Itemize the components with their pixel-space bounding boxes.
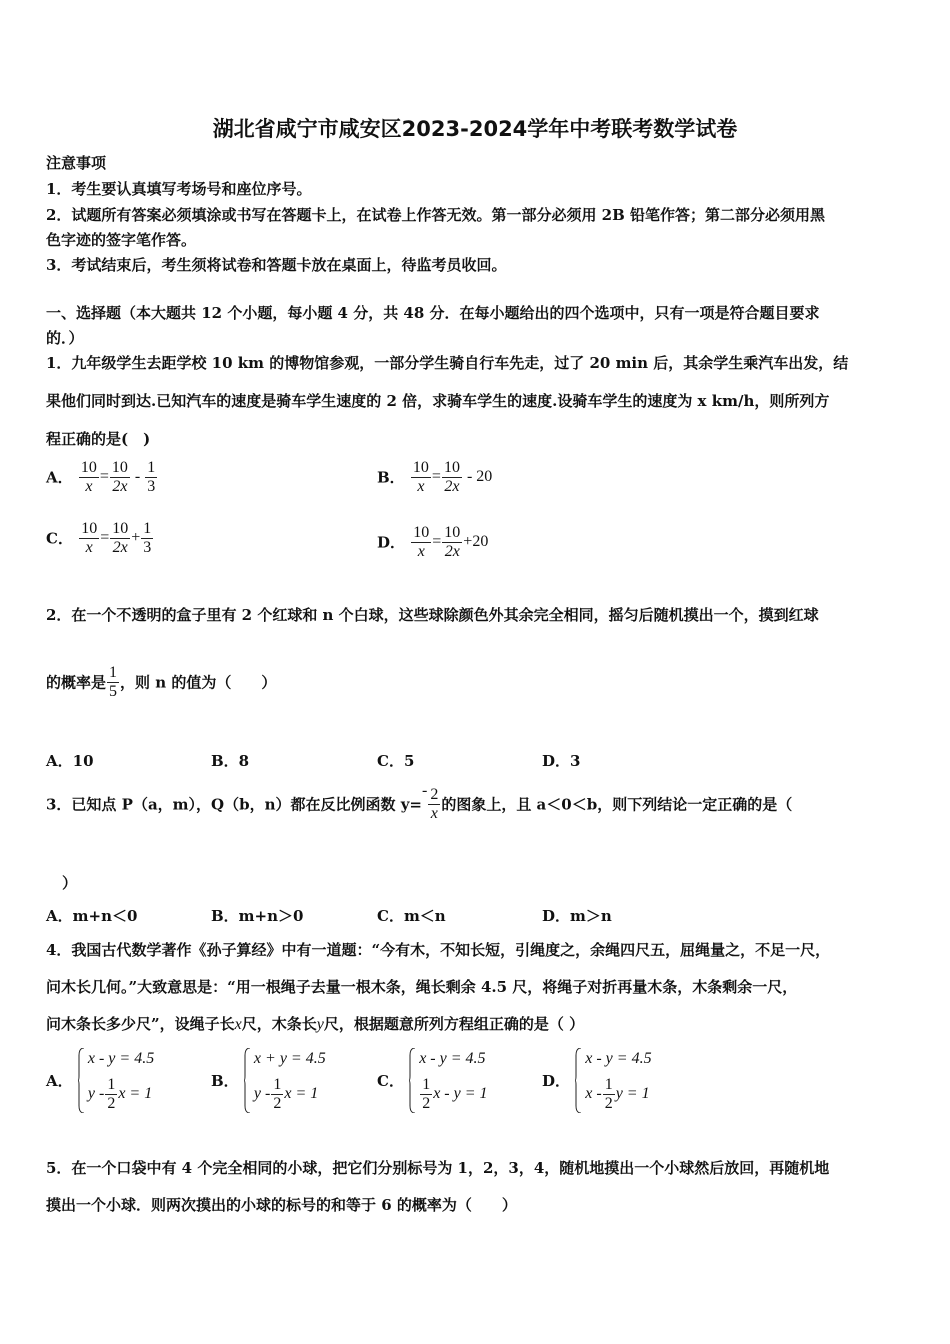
option-label: A． bbox=[46, 1072, 73, 1090]
notice-item: 3．考试结束后，考生须将试卷和答题卡放在桌面上，待监考员收回。 bbox=[46, 256, 507, 274]
brace-icon bbox=[244, 1048, 250, 1113]
fraction: $\frac{10}{2x}$ bbox=[444, 524, 461, 560]
option-label: B． bbox=[377, 468, 405, 487]
q4-option-c[interactable] bbox=[377, 1048, 488, 1113]
q2-option-d[interactable]: D．3 bbox=[542, 752, 581, 770]
q2-option-a[interactable]: A．10 bbox=[46, 752, 94, 770]
fraction: $\frac{1}{5}$ bbox=[109, 664, 118, 700]
option-label: C． bbox=[46, 529, 73, 548]
question-5-text: 5．在一个口袋中有 4 个完全相同的小球，把它们分别标号为 1，2，3，4，随机地摸出一个小球然后放回，再随机地 bbox=[46, 1159, 830, 1177]
equation-system: x - y = 4.5 x - $\frac{1}{2}$ y = 1 bbox=[575, 1048, 651, 1113]
option-label: A． bbox=[46, 468, 73, 487]
fraction: $\frac{10}{2x}$ bbox=[111, 459, 128, 495]
equation-system: x - y = 4.5 $\frac{1}{2}$ x - y = 1 bbox=[409, 1048, 487, 1113]
q2-option-b[interactable]: B．8 bbox=[211, 752, 250, 770]
notice-heading: 注意事项 bbox=[46, 154, 107, 172]
option-label: C． bbox=[377, 1072, 404, 1090]
question-4-text: 问木条长多少尺”，设绳子长x尺，木条长y尺，根据题意所列方程组正确的是（ ） bbox=[46, 1015, 585, 1033]
section-heading: 一、选择题（本大题共 12 个小题，每小题 4 分，共 48 分．在每小题给出的四个选项中，只有一项是符合题目要求 bbox=[46, 304, 820, 322]
question-1-text: 果他们同时到达.已知汽车的速度是骑车学生速度的 2 倍，求骑车学生的速度.设骑车学生的速度为 x km/h，则所列方 bbox=[46, 392, 830, 410]
question-2-text: 2．在一个不透明的盒子里有 2 个红球和 n 个白球，这些球除颜色外其余完全相同，摇匀后随机摸出一个，摸到红球 bbox=[46, 606, 819, 624]
notice-item: 色字迹的签字笔作答。 bbox=[46, 231, 197, 249]
q3-option-d[interactable]: D．m＞n bbox=[542, 907, 612, 925]
brace-icon bbox=[78, 1048, 84, 1113]
q1-option-c[interactable]: C． $\frac{10}{x}$ = $\frac{10}{2x}$ + $\frac{1}{3}$ bbox=[46, 520, 152, 556]
brace-icon bbox=[575, 1048, 581, 1113]
question-5-text: 摸出一个小球．则两次摸出的小球的标号的和等于 6 的概率为（ ） bbox=[46, 1196, 517, 1214]
equation-system: x - y = 4.5 y - $\frac{1}{2}$ x = 1 bbox=[78, 1048, 154, 1113]
q4-option-b[interactable] bbox=[211, 1048, 326, 1113]
question-1-text: 程正确的是( ) bbox=[46, 430, 151, 448]
brace-icon bbox=[409, 1048, 415, 1113]
option-label: B． bbox=[211, 1072, 239, 1090]
question-4-text: 4．我国古代数学著作《孙子算经》中有一道题：“今有木，不知长短，引绳度之，余绳四尺五，屈绳量之，不足一尺， bbox=[46, 941, 831, 959]
q3-option-c[interactable]: C．m＜n bbox=[377, 907, 446, 925]
option-label: D． bbox=[542, 1072, 571, 1090]
q1-option-a[interactable]: A． $\frac{10}{x}$ = $\frac{10}{2x}$ - $\frac{1}{3}$ bbox=[46, 459, 156, 495]
fraction: $\frac{10}{x}$ bbox=[80, 459, 97, 495]
fraction: $\frac{1}{3}$ bbox=[147, 459, 156, 495]
section-heading-cont: 的．） bbox=[46, 329, 84, 347]
notice-item: 2．试题所有答案必须填涂或书写在答题卡上，在试卷上作答无效。第一部分必须用 2B 铅笔作答；第二部分必须用黑 bbox=[46, 206, 826, 224]
q4-option-d[interactable] bbox=[542, 1048, 652, 1113]
fraction: $\frac{10}{2x}$ bbox=[112, 520, 129, 556]
fraction: $\frac{10}{x}$ bbox=[81, 520, 98, 556]
fraction: $\frac{2}{x}$ bbox=[430, 786, 439, 822]
option-label: D． bbox=[377, 533, 406, 552]
fraction: $\frac{10}{x}$ bbox=[412, 459, 429, 495]
fraction: $\frac{1}{3}$ bbox=[143, 520, 152, 556]
q4-option-a[interactable] bbox=[46, 1048, 154, 1113]
q1-option-b[interactable]: B． $\frac{10}{x}$ = $\frac{10}{2x}$ - 20 bbox=[377, 459, 493, 495]
page-title: 湖北省咸宁市咸安区2023-2024学年中考联考数学试卷 bbox=[212, 117, 738, 141]
q1-option-d[interactable]: D． $\frac{10}{x}$ = $\frac{10}{2x}$ +20 bbox=[377, 524, 489, 560]
fraction: $\frac{10}{x}$ bbox=[413, 524, 430, 560]
fraction: $\frac{10}{2x}$ bbox=[443, 459, 460, 495]
question-1-text: 1．九年级学生去距学校 10 km 的博物馆参观，一部分学生骑自行车先走，过了 20 min 后，其余学生乘汽车出发，结 bbox=[46, 354, 849, 372]
question-2-text-cont: 的概率是 $\frac{1}{5}$ ，则 n 的值为（ ） bbox=[46, 664, 277, 700]
question-3-close: ） bbox=[62, 874, 78, 892]
question-4-text: 问木长几何。”大致意思是：“用一根绳子去量一根木条，绳长剩余 4.5 尺，将绳子对折再量木条，木条剩余一尺， bbox=[46, 978, 798, 996]
equation-system: x + y = 4.5 y - $\frac{1}{2}$ x = 1 bbox=[244, 1048, 326, 1113]
notice-item: 1．考生要认真填写考场号和座位序号。 bbox=[46, 180, 312, 198]
q2-option-c[interactable]: C．5 bbox=[377, 752, 415, 770]
question-3-text: 3．已知点 P（a，m），Q（b，n）都在反比例函数 y=- $\frac{2}{x}$ 的图象上，且 a＜0＜b，则下列结论一定正确的是（ bbox=[46, 781, 793, 822]
q3-option-b[interactable]: B．m+n＞0 bbox=[211, 907, 304, 925]
q3-option-a[interactable]: A．m+n＜0 bbox=[46, 907, 138, 925]
